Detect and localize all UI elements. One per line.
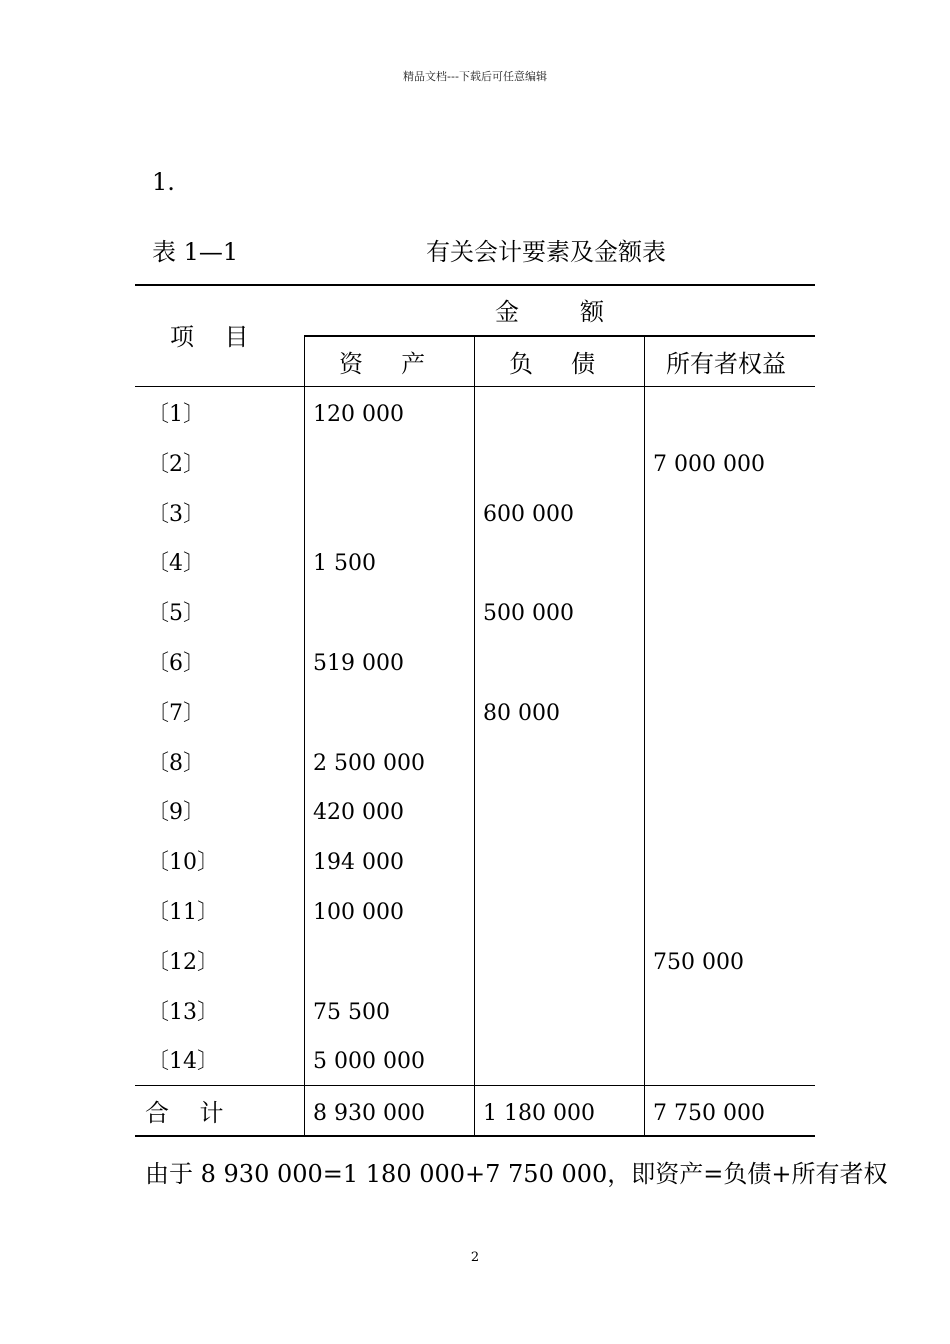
header-assets: 资 产 xyxy=(339,350,426,378)
vrule-item-assets xyxy=(304,336,305,1136)
row-assets: 1 500 xyxy=(313,551,376,577)
row-item: 〔10〕 xyxy=(147,850,219,876)
total-top-rule xyxy=(135,1085,815,1086)
total-assets: 8 930 000 xyxy=(313,1101,425,1126)
row-item: 〔2〕 xyxy=(147,451,205,477)
table-label: 表 1—1 xyxy=(152,238,239,266)
accounting-elements-table xyxy=(135,284,815,1138)
row-assets: 75 500 xyxy=(313,999,390,1025)
total-liabilities: 1 180 000 xyxy=(483,1101,595,1126)
row-item: 〔6〕 xyxy=(147,651,205,676)
header-mid-rule xyxy=(304,335,815,337)
row-item: 〔7〕 xyxy=(147,700,205,726)
row-assets: 100 000 xyxy=(313,900,404,925)
row-equity: 750 000 xyxy=(653,949,744,975)
table-title: 有关会计要素及金额表 xyxy=(426,238,666,266)
header-item: 项 目 xyxy=(170,323,249,351)
row-item: 〔4〕 xyxy=(147,551,205,577)
header-note: 精品文档---下载后可任意编辑 xyxy=(403,70,547,83)
row-assets: 5 000 000 xyxy=(313,1049,425,1075)
row-assets: 194 000 xyxy=(313,850,404,876)
row-item: 〔3〕 xyxy=(147,501,205,527)
row-item: 〔11〕 xyxy=(147,900,219,925)
row-liabilities: 500 000 xyxy=(483,601,574,627)
row-assets: 120 000 xyxy=(313,402,404,427)
row-item: 〔13〕 xyxy=(147,999,219,1025)
total-label: 合 计 xyxy=(145,1099,224,1127)
row-item: 〔14〕 xyxy=(147,1049,219,1075)
table-top-rule xyxy=(135,284,815,286)
vrule-liabilities-equity xyxy=(644,336,645,1136)
header-amount: 金 额 xyxy=(495,298,605,326)
header-bottom-rule xyxy=(135,386,815,387)
header-equity: 所有者权益 xyxy=(666,350,786,378)
row-item: 〔8〕 xyxy=(147,750,205,776)
header-liabilities: 负 债 xyxy=(509,350,596,378)
table-bottom-rule xyxy=(135,1135,815,1137)
row-assets: 2 500 000 xyxy=(313,750,425,776)
row-item: 〔1〕 xyxy=(147,402,205,427)
row-equity: 7 000 000 xyxy=(653,451,765,477)
row-item: 〔5〕 xyxy=(147,601,205,627)
row-item: 〔9〕 xyxy=(147,800,205,826)
footer-text: 由于 8 930 000=1 180 000+7 750 000，即资产=负债+所有者权 xyxy=(145,1160,888,1188)
section-number: 1. xyxy=(152,168,175,196)
row-liabilities: 600 000 xyxy=(483,501,574,527)
page-number: 2 xyxy=(470,1250,480,1265)
row-assets: 519 000 xyxy=(313,651,404,676)
row-assets: 420 000 xyxy=(313,800,404,826)
row-liabilities: 80 000 xyxy=(483,700,560,726)
vrule-assets-liabilities xyxy=(474,336,475,1136)
row-item: 〔12〕 xyxy=(147,949,219,975)
total-equity: 7 750 000 xyxy=(653,1101,765,1126)
